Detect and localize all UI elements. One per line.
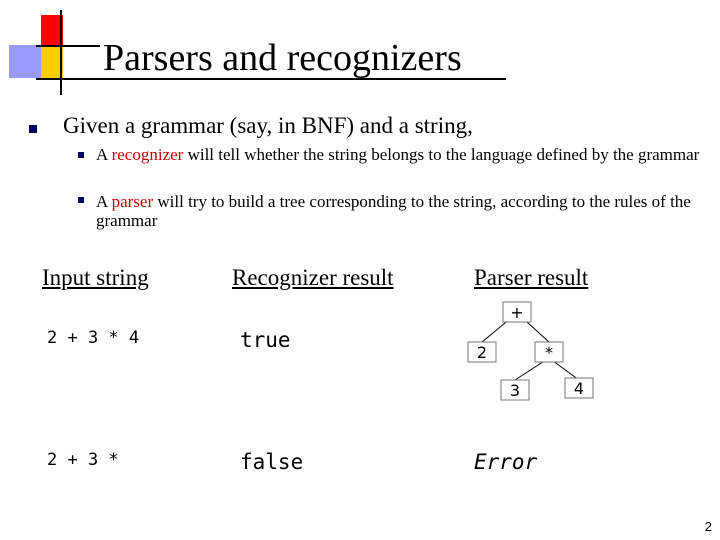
- header-recognizer-result: Recognizer result: [232, 265, 394, 290]
- input-string-2: 2 + 3 *: [47, 450, 119, 470]
- tree-node-right: *: [545, 343, 553, 362]
- logo-decoration: [0, 0, 100, 100]
- tree-node-left: 2: [476, 343, 488, 362]
- recognizer-term: recognizer: [111, 145, 184, 164]
- tree-node-root: +: [510, 303, 524, 322]
- bullet-icon: [78, 152, 84, 158]
- parser-result-error: Error: [474, 450, 538, 474]
- bullet-icon: [78, 197, 84, 203]
- recognizer-result-2: false: [240, 450, 304, 474]
- tree-node-right-left: 3: [509, 381, 521, 400]
- bullet-icon: [29, 125, 37, 133]
- page-number: 2: [704, 519, 712, 534]
- header-input-string: Input string: [42, 265, 149, 290]
- parse-tree: [462, 298, 602, 406]
- tree-node-right-right: 4: [573, 379, 585, 398]
- main-bullet-text: Given a grammar (say, in BNF) and a string,: [63, 113, 473, 138]
- parser-term: parser: [111, 192, 154, 211]
- slide-title: Parsers and recognizers: [103, 37, 462, 79]
- sub-bullet-parser: A parser will try to build a tree corresponding to the string, according to the rules of the grammar: [96, 192, 691, 230]
- recognizer-result-1: true: [240, 328, 291, 352]
- input-string-1: 2 + 3 * 4: [47, 328, 140, 348]
- header-parser-result: Parser result: [474, 265, 589, 290]
- sub-bullet-recognizer: A recognizer will tell whether the string belongs to the language defined by the grammar: [96, 145, 700, 164]
